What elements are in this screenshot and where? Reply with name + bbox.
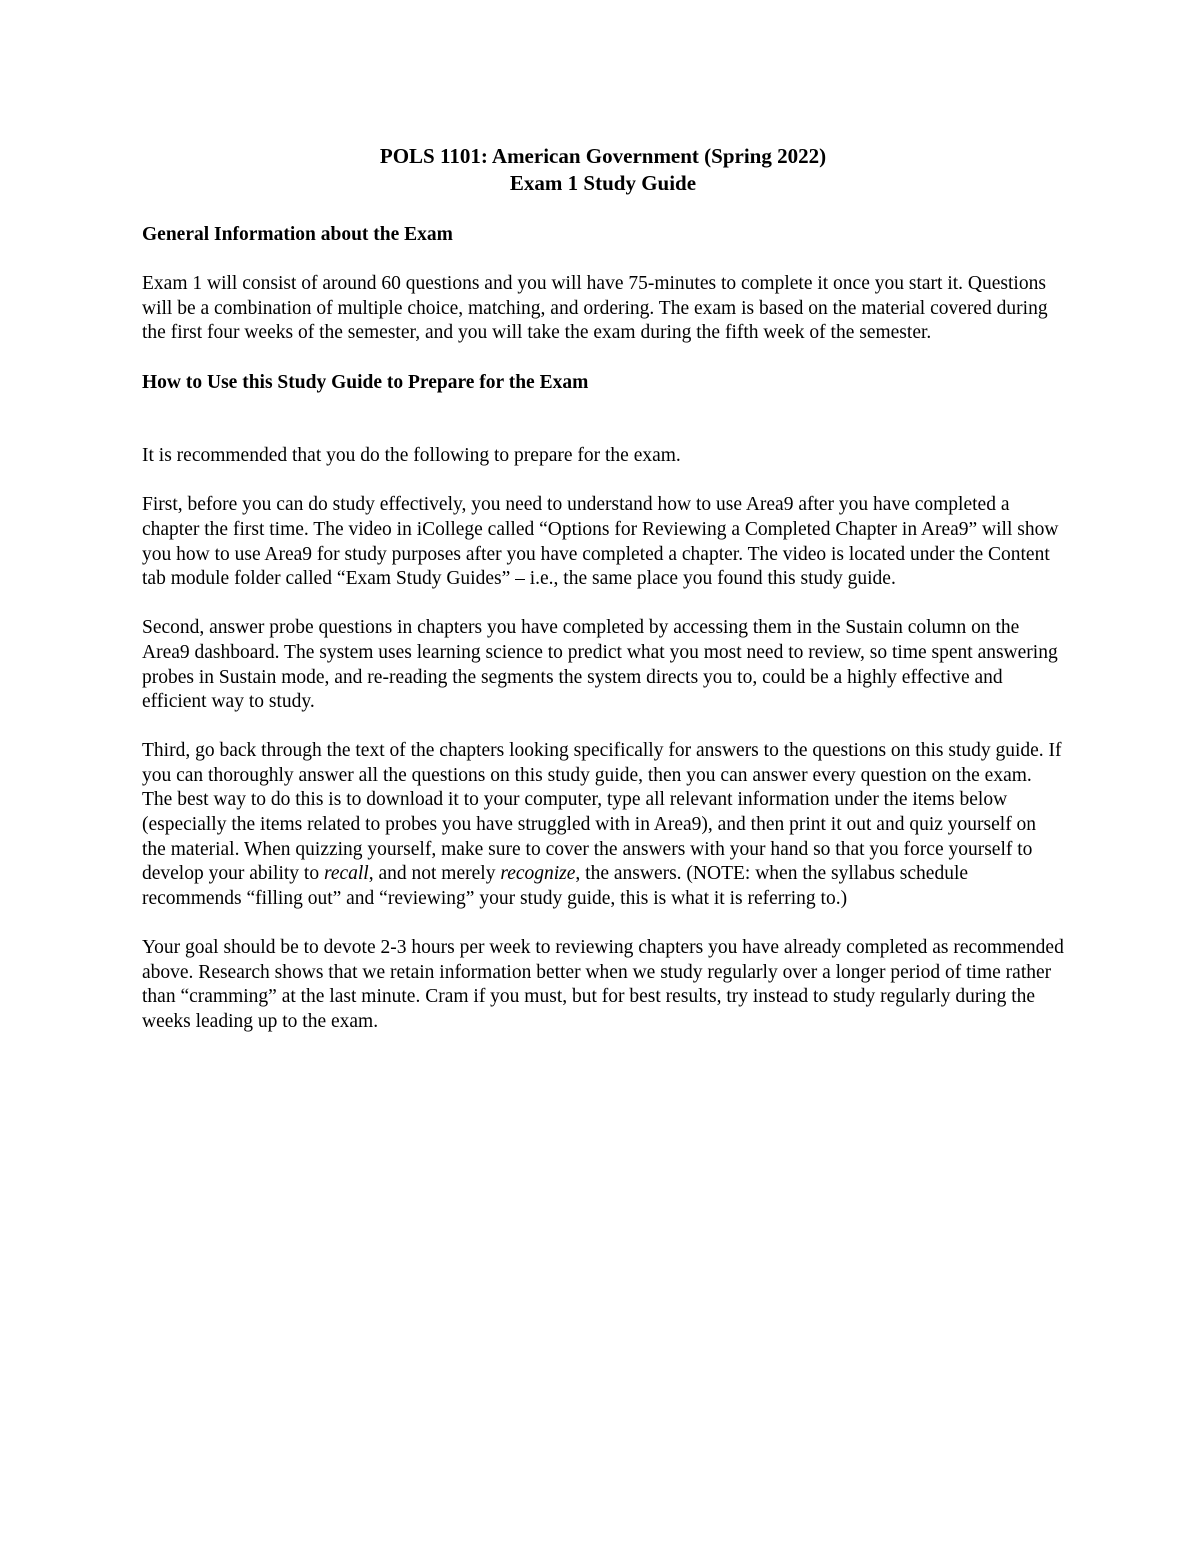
emphasis-recognize: recognize	[500, 863, 576, 885]
section-heading-how-to-use: How to Use this Study Guide to Prepare for the Exam	[142, 371, 589, 393]
paragraph-first-step: First, before you can do study effectively, you need to understand how to use Area9 after you have completed a chapter the first time. The video in iCollege called “Options for Reviewing a Completed Chapter in Area9” will show you how to use Area9 for study purposes after you have completed a chapter. The video is located under the Content tab module folder called “Exam Study Guides” – i.e., the same place you found this study guide.	[142, 494, 1059, 590]
paragraph-third-step	[142, 739, 1064, 911]
emphasis-recall: recall	[323, 863, 369, 885]
third-step-text-c: , the answers. (NOTE: when the syllabus schedule recommends “filling out” and “reviewing” your study guide, this is what it is referring to.)	[142, 863, 969, 909]
paragraph-exam-info: Exam 1 will consist of around 60 questions and you will have 75-minutes to complete it once you start it. Questions will be a combination of multiple choice, matching, and ordering. The exam is based on the material covered during the first four weeks of the semester, and you will take the exam during the fifth week of the semester.	[142, 273, 1048, 344]
third-step-text-a: Third, go back through the text of the chapters looking specifically for answers to the questions on this study guide. If you can thoroughly answer all the questions on this study guide, then you can answer every question on the exam. The best way to do this is to download it to your computer, type all relevant information under the items below (especially the items related to probes you have struggled with in Area9), and then print it out and quiz yourself on the material. When quizzing yourself, make sure to cover the answers with your hand so that you force yourself to develop your ability to	[142, 740, 1062, 885]
section-heading-general-info: General Information about the Exam	[142, 224, 453, 245]
paragraph-intro: It is recommended that you do the following to prepare for the exam.	[142, 445, 681, 467]
paragraph-second-step: Second, answer probe questions in chapters you have completed by accessing them in the Sustain column on the Area9 dashboard. The system uses learning science to predict what you most need to review, so time spent answering probes in Sustain mode, and re-reading the segments the system directs you to, could be a highly effective and efficient way to study.	[142, 617, 1058, 713]
third-step-text-b: , and not merely	[368, 863, 501, 885]
title-line-course: POLS 1101: American Government (Spring 2022)	[379, 144, 827, 168]
paragraph-goal: Your goal should be to devote 2-3 hours per week to reviewing chapters you have already completed as recommended above. Research shows that we retain information better when we study regularly over a longer period of time rather than “cramming” at the last minute. Cram if you must, but for best results, try instead to study regularly during the weeks leading up to the exam.	[142, 937, 1064, 1032]
document-title	[142, 143, 1064, 197]
document-body	[142, 143, 1064, 1034]
title-line-guide: Exam 1 Study Guide	[509, 171, 697, 195]
